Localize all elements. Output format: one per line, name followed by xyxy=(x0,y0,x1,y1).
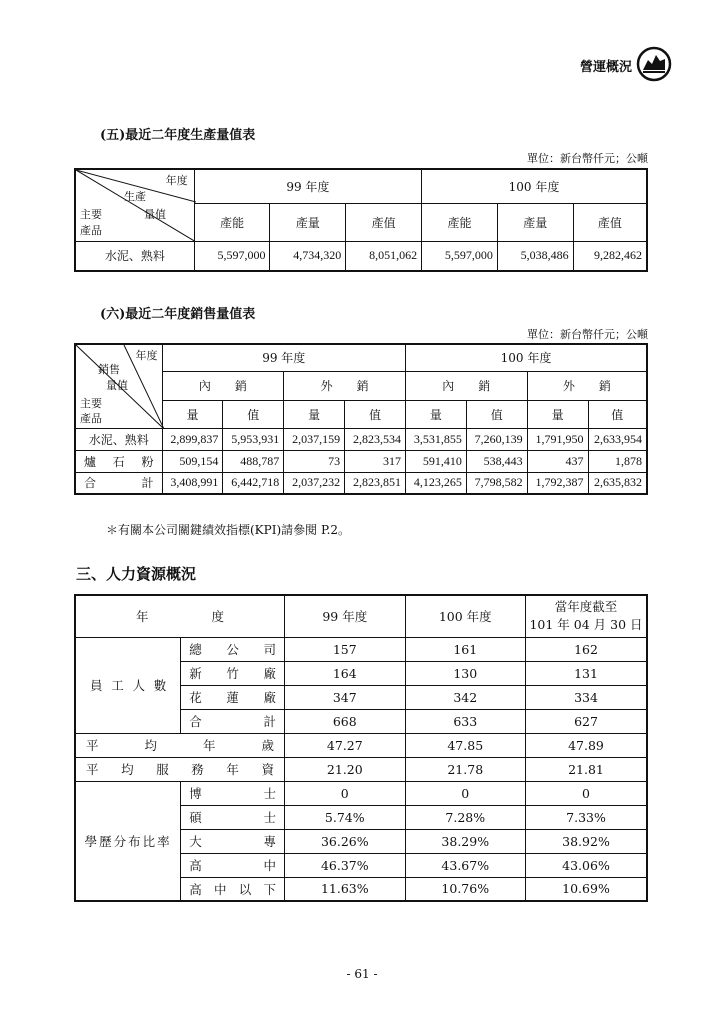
hr-cell: 21.20 xyxy=(285,757,405,781)
table-row xyxy=(75,637,647,661)
sales-cell: 5,953,931 xyxy=(223,428,284,450)
hr-cell: 7.28% xyxy=(405,805,525,829)
hr-table xyxy=(74,594,648,902)
sales-cell: 1,878 xyxy=(588,450,647,472)
hr-cell: 0 xyxy=(405,781,525,805)
hr-cell: 157 xyxy=(285,637,405,661)
production-col-header: 產量 xyxy=(497,203,573,241)
hr-cell: 162 xyxy=(526,637,648,661)
sales-group-header: 內 銷 xyxy=(405,371,527,400)
hr-row-name: 合計 xyxy=(181,709,285,733)
hr-row-name: 總公司 xyxy=(181,637,285,661)
production-table xyxy=(74,168,648,272)
hr-cell: 47.89 xyxy=(526,733,648,757)
kpi-note: ＊有關本公司關鍵績效指標(KPI)請參閱 P.2。 xyxy=(106,523,351,537)
hr-cell: 131 xyxy=(526,661,648,685)
sales-cell: 2,899,837 xyxy=(162,428,223,450)
table-row xyxy=(75,733,647,757)
sales-col-header: 值 xyxy=(223,400,284,428)
hr-cell: 11.63% xyxy=(285,877,405,901)
sales-row-name: 水泥、熟料 xyxy=(75,428,162,450)
hr-cell: 38.29% xyxy=(405,829,525,853)
table-row xyxy=(75,757,647,781)
production-year-99: 99 年度 xyxy=(194,169,421,203)
production-col-header: 產值 xyxy=(346,203,422,241)
production-row-name: 水泥、熟料 xyxy=(75,241,194,271)
sales-cell: 6,442,718 xyxy=(223,472,284,494)
sales-table xyxy=(74,343,648,495)
production-col-header: 產值 xyxy=(573,203,647,241)
production-cell: 9,282,462 xyxy=(573,241,647,271)
hr-col-current-line2: 101 年 04 月 30 日 xyxy=(529,617,643,633)
sales-cell: 4,123,265 xyxy=(405,472,466,494)
hr-cell: 47.85 xyxy=(405,733,525,757)
hr-cell: 627 xyxy=(526,709,648,733)
production-col-header: 產能 xyxy=(422,203,498,241)
hr-cell: 43.06% xyxy=(526,853,648,877)
sales-cell: 509,154 xyxy=(162,450,223,472)
hr-cell: 0 xyxy=(526,781,648,805)
hr-cell: 342 xyxy=(405,685,525,709)
hr-cell: 164 xyxy=(285,661,405,685)
corner-main-label: 主要 xyxy=(80,397,102,410)
hr-cell: 130 xyxy=(405,661,525,685)
corner-main-label: 主要 xyxy=(80,208,102,221)
sales-row-name: 合計 xyxy=(75,472,162,494)
sales-cell: 73 xyxy=(284,450,345,472)
hr-service-label: 平均服務年資 xyxy=(75,757,285,781)
corner-product-label: 產品 xyxy=(80,224,102,237)
hr-cell: 334 xyxy=(526,685,648,709)
sales-group-header: 外 銷 xyxy=(284,371,406,400)
hr-cell: 0 xyxy=(285,781,405,805)
page-number: - 61 - xyxy=(346,967,378,981)
corner-sales-label: 銷售 xyxy=(98,363,120,376)
sales-cell: 3,408,991 xyxy=(162,472,223,494)
corner-prod-label: 生產 xyxy=(124,190,146,203)
hr-cell: 7.33% xyxy=(526,805,648,829)
sales-year-99: 99 年度 xyxy=(162,344,405,371)
sales-col-header: 量 xyxy=(527,400,588,428)
sales-col-header: 量 xyxy=(162,400,223,428)
sales-group-header: 內 銷 xyxy=(162,371,284,400)
hr-col-99: 99 年度 xyxy=(285,595,405,637)
hr-row-name: 花蓮廠 xyxy=(181,685,285,709)
hr-cell: 668 xyxy=(285,709,405,733)
hr-col-current xyxy=(526,595,648,637)
production-cell: 4,734,320 xyxy=(270,241,346,271)
corner-year-label: 年度 xyxy=(165,174,188,187)
sales-year-100: 100 年度 xyxy=(405,344,647,371)
hr-cell: 10.76% xyxy=(405,877,525,901)
hr-age-label: 平均年歲 xyxy=(75,733,285,757)
sales-col-header: 量 xyxy=(284,400,345,428)
sales-cell: 488,787 xyxy=(223,450,284,472)
sales-group-header: 外 銷 xyxy=(527,371,647,400)
production-year-100: 100 年度 xyxy=(422,169,647,203)
hr-cell: 47.27 xyxy=(285,733,405,757)
sales-cell: 437 xyxy=(527,450,588,472)
production-cell: 5,597,000 xyxy=(194,241,270,271)
production-corner-cell xyxy=(75,169,194,241)
corner-product-label: 產品 xyxy=(80,412,102,425)
hr-education-label: 學歷分布比率 xyxy=(75,781,181,901)
sales-col-header: 值 xyxy=(588,400,647,428)
hr-row-name: 博士 xyxy=(181,781,285,805)
sales-cell: 538,443 xyxy=(466,450,527,472)
production-title: (五)最近二年度生產量值表 xyxy=(100,128,256,143)
hr-year-char: 年 xyxy=(136,609,149,625)
hr-row-name: 高中以下 xyxy=(181,877,285,901)
sales-cell: 2,823,851 xyxy=(345,472,406,494)
hr-cell: 21.78 xyxy=(405,757,525,781)
hr-cell: 43.67% xyxy=(405,853,525,877)
sales-cell: 2,037,232 xyxy=(284,472,345,494)
production-cell: 5,597,000 xyxy=(422,241,498,271)
hr-title: 三、人力資源概況 xyxy=(76,565,197,583)
corner-qty-label: 量值 xyxy=(106,379,128,392)
production-unit: 單位：新台幣仟元；公噸 xyxy=(527,152,648,165)
hr-cell: 5.74% xyxy=(285,805,405,829)
sales-cell: 3,531,855 xyxy=(405,428,466,450)
sales-cell: 2,037,159 xyxy=(284,428,345,450)
sales-cell: 2,633,954 xyxy=(588,428,647,450)
company-logo-icon xyxy=(636,46,672,82)
table-row xyxy=(75,781,647,805)
hr-cell: 161 xyxy=(405,637,525,661)
production-cell: 5,038,486 xyxy=(497,241,573,271)
sales-cell: 7,798,582 xyxy=(466,472,527,494)
hr-year-header xyxy=(75,595,285,637)
sales-cell: 1,791,950 xyxy=(527,428,588,450)
corner-year-label: 年度 xyxy=(135,349,158,362)
table-row xyxy=(75,428,647,450)
sales-cell: 1,792,387 xyxy=(527,472,588,494)
hr-year-char: 度 xyxy=(211,609,225,625)
hr-row-name: 大專 xyxy=(181,829,285,853)
sales-col-header: 量 xyxy=(405,400,466,428)
sales-cell: 7,260,139 xyxy=(466,428,527,450)
sales-cell: 2,635,832 xyxy=(588,472,647,494)
hr-col-current-line1: 當年度截至 xyxy=(554,599,618,615)
hr-row-name: 高中 xyxy=(181,853,285,877)
hr-cell: 36.26% xyxy=(285,829,405,853)
sales-col-header: 值 xyxy=(466,400,527,428)
hr-row-name: 新竹廠 xyxy=(181,661,285,685)
sales-cell: 317 xyxy=(345,450,406,472)
sales-unit: 單位：新台幣仟元；公噸 xyxy=(527,328,648,341)
sales-row-name: 爐石粉 xyxy=(75,450,162,472)
hr-cell: 21.81 xyxy=(526,757,648,781)
hr-row-name: 碩士 xyxy=(181,805,285,829)
production-cell: 8,051,062 xyxy=(346,241,422,271)
production-col-header: 產量 xyxy=(270,203,346,241)
sales-cell: 591,410 xyxy=(405,450,466,472)
table-row xyxy=(75,241,647,271)
sales-corner-cell xyxy=(75,344,162,428)
hr-employees-label: 員工人數 xyxy=(75,637,181,733)
sales-col-header: 值 xyxy=(345,400,406,428)
table-row xyxy=(75,472,647,494)
corner-qty-label: 量值 xyxy=(144,208,166,221)
sales-title: (六)最近二年度銷售量值表 xyxy=(100,307,256,322)
hr-year-label xyxy=(76,607,284,625)
hr-cell: 38.92% xyxy=(526,829,648,853)
table-row xyxy=(75,450,647,472)
hr-cell: 10.69% xyxy=(526,877,648,901)
hr-cell: 347 xyxy=(285,685,405,709)
hr-col-100: 100 年度 xyxy=(405,595,525,637)
sales-cell: 2,823,534 xyxy=(345,428,406,450)
page-header-title: 營運概況 xyxy=(579,60,632,75)
hr-cell: 633 xyxy=(405,709,525,733)
production-col-header: 產能 xyxy=(194,203,270,241)
hr-cell: 46.37% xyxy=(285,853,405,877)
